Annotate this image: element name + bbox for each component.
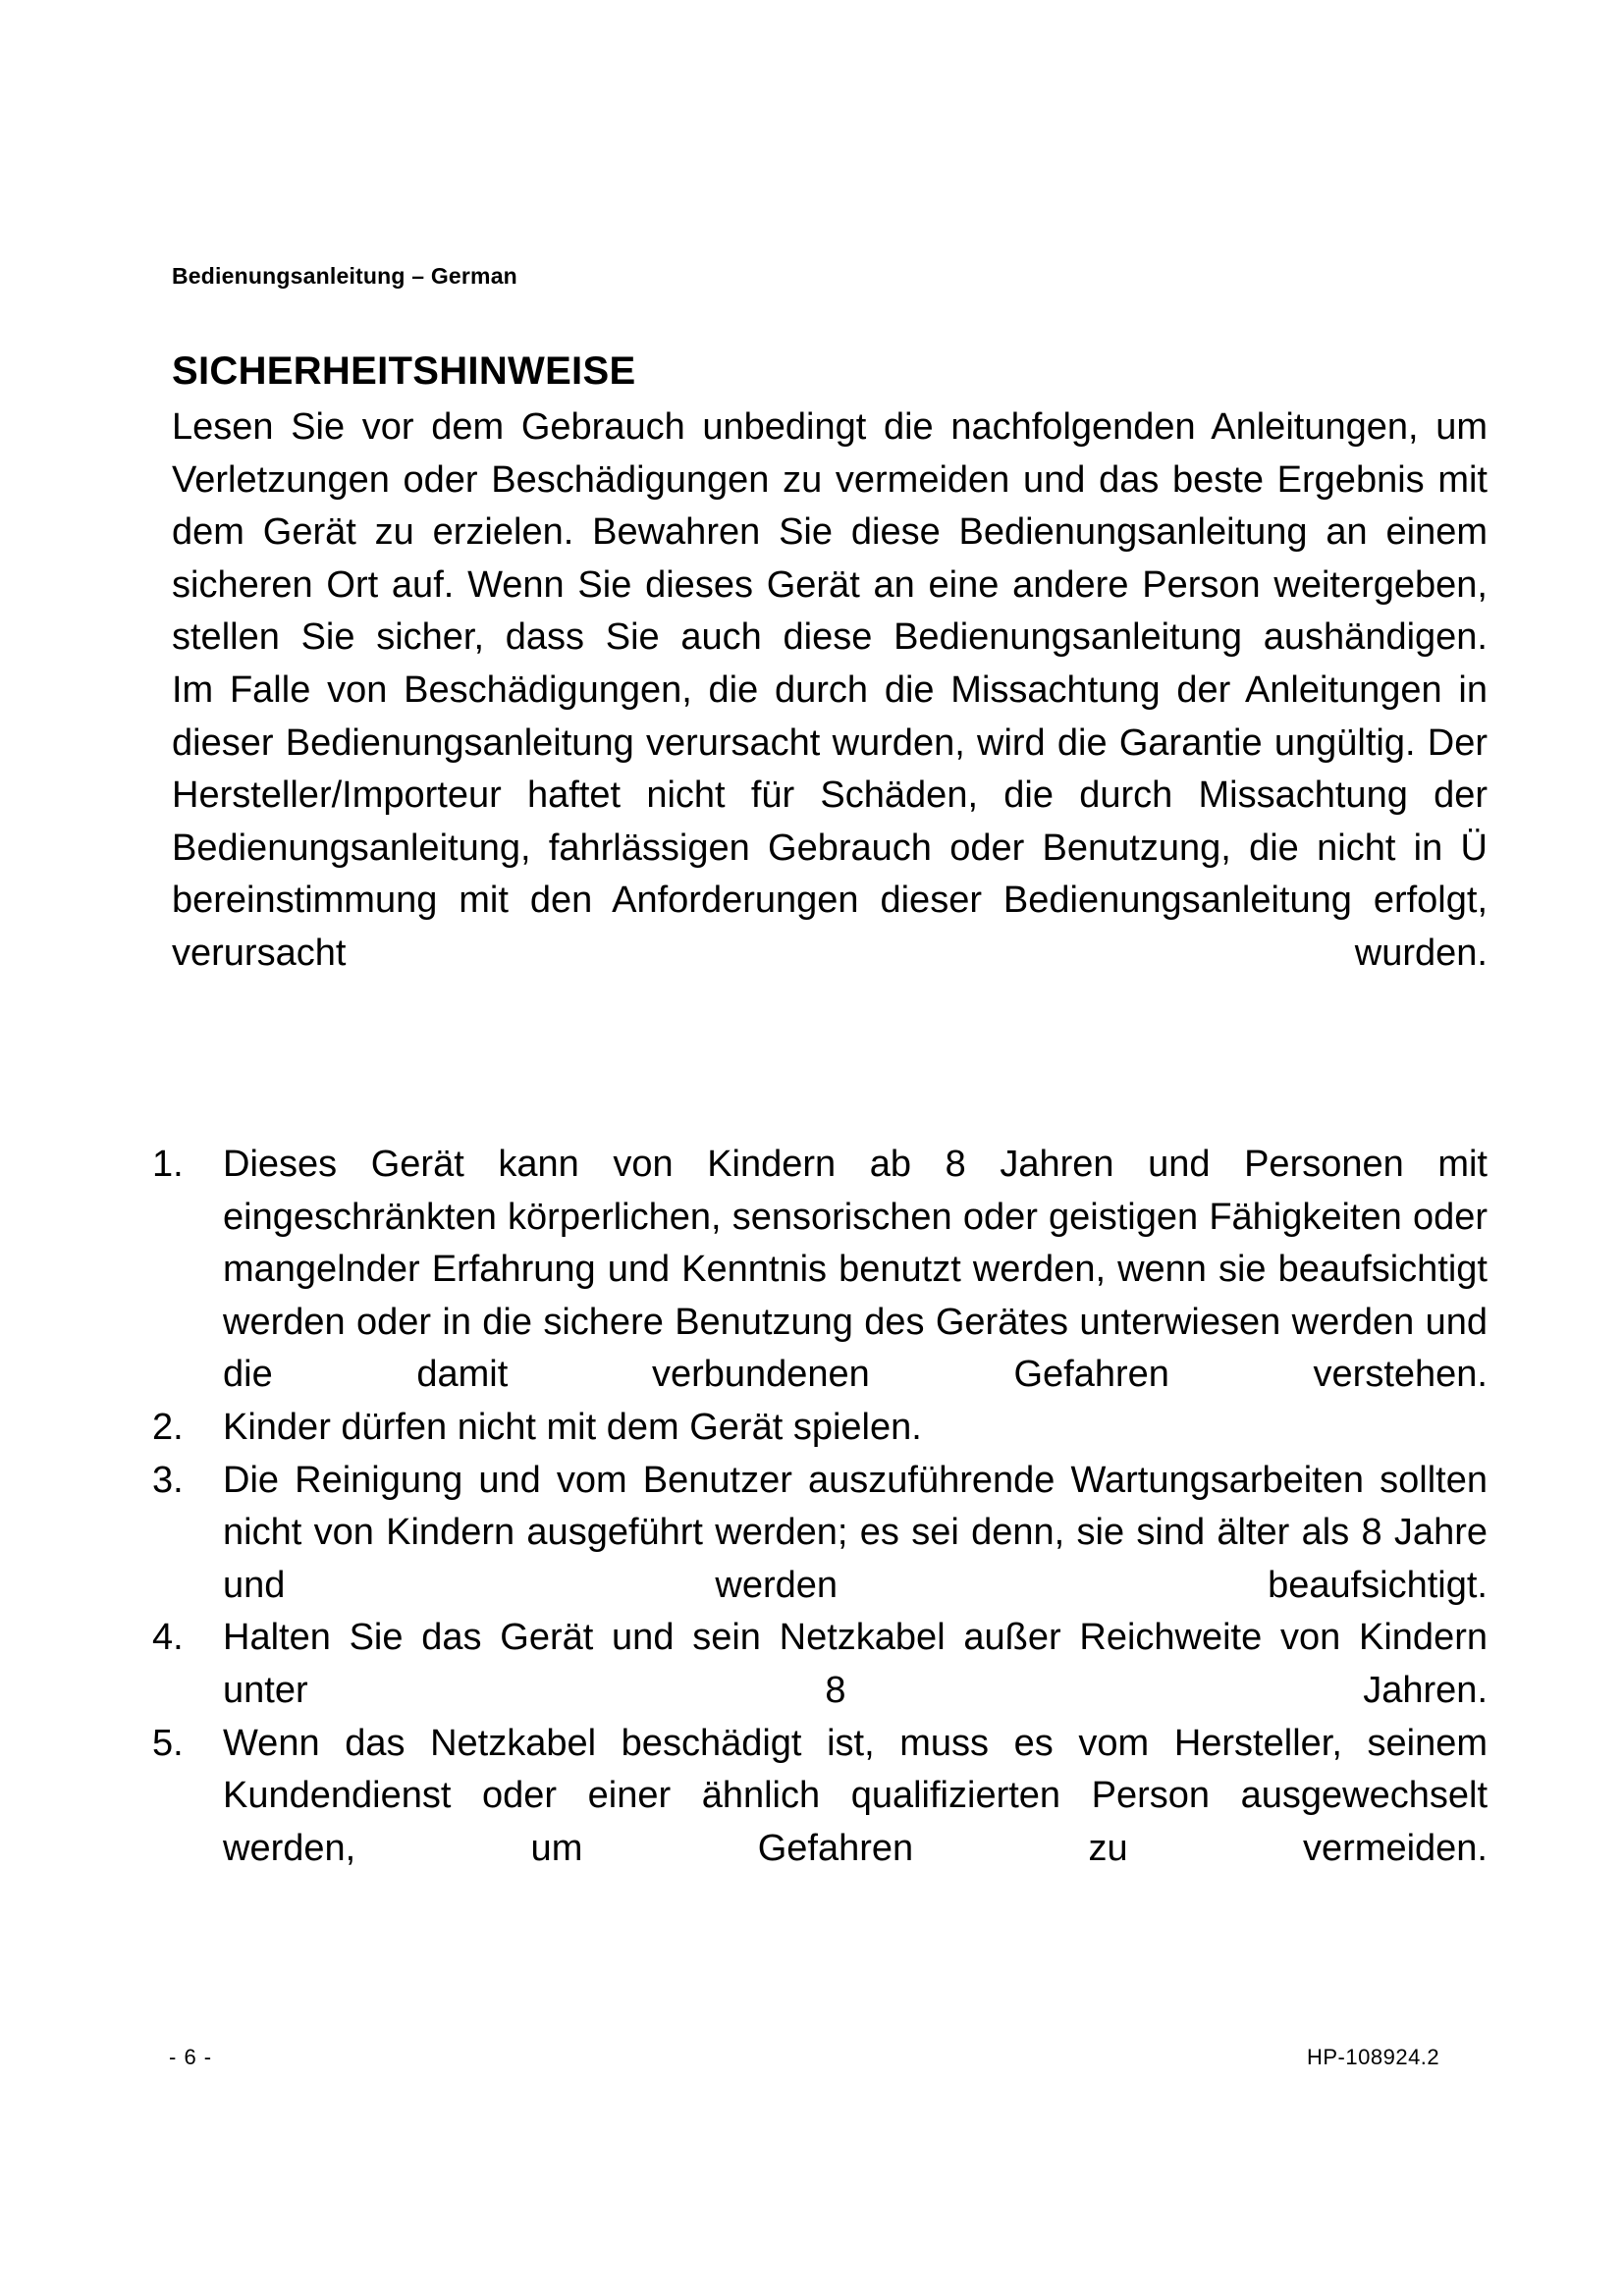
intro-paragraph: Lesen Sie vor dem Gebrauch unbedingt die nachfolgenden Anleitungen, um Verletzungen oder Beschädigungen zu vermeiden und das beste Ergebnis mit dem Gerät zu erzielen. Bewahren Sie diese Bedienungsanleitung an einem sicheren Ort auf. Wenn Sie dieses Gerät an eine andere Person weitergeben, stellen Sie sicher, dass Sie auch diese Bedienungsanleitung aushändigen. xyxy=(172,406,1488,659)
list-item-number: 2. xyxy=(152,1406,184,1448)
list-item xyxy=(152,1402,1488,1455)
list-item-number: 4. xyxy=(152,1617,184,1659)
list-item-text: Wenn das Netzkabel beschädigt ist, muss es vom Hersteller, seinem Kundendienst oder einer ähnlich qualifizierten Person ausgewechselt werden, um Gefahren zu vermeiden. xyxy=(223,1722,1488,1869)
list-item-text: Halten Sie das Gerät und sein Netzkabel außer Reichweite von Kindern unter 8 Jahren. xyxy=(223,1617,1488,1711)
list-item-number: 5. xyxy=(152,1722,184,1764)
document-language-label: Bedienungsanleitung – German xyxy=(172,263,517,289)
list-item-text: Kinder dürfen nicht mit dem Gerät spielen. xyxy=(223,1406,922,1448)
safety-instructions-list xyxy=(152,1139,1488,1875)
list-item-number: 1. xyxy=(152,1144,184,1185)
warranty-paragraph: Im Falle von Beschädigungen, die durch die Missachtung der Anleitungen in dieser Bedienungsanleitung verursacht wurden, wird die Garantie ungültig. Der Hersteller/Importeur haftet nicht für Schäden, die durch Missachtung der Bedienungsanleitung, fahrlässigen Gebrauch oder Benutzung, die nicht in Ü bereinstimmung mit den Anforderungen dieser Bedienungsanleitung erfolgt, verursacht wurden. xyxy=(172,668,1488,974)
list-item xyxy=(152,1612,1488,1717)
section-title: SICHERHEITSHINWEISE xyxy=(172,349,636,393)
list-item-number: 3. xyxy=(152,1459,184,1501)
list-item xyxy=(152,1718,1488,1876)
intro-text xyxy=(172,401,1488,981)
list-item-text: Dieses Gerät kann von Kindern ab 8 Jahren und Personen mit eingeschränkten körperlichen, sensorischen oder geistigen Fähigkeiten oder mangelnder Erfahrung und Kenntnis benutzt werden, wenn sie beaufsichtigt werden oder in die sichere Benutzung des Gerätes unterwiesen werden und die damit verbundenen Gefahren verstehen. xyxy=(223,1144,1488,1396)
page-number: - 6 - xyxy=(169,2045,213,2069)
list-item xyxy=(152,1139,1488,1402)
document-code: HP-108924.2 xyxy=(1307,2045,1440,2069)
list-item xyxy=(152,1455,1488,1613)
list-item-text: Die Reinigung und vom Benutzer auszuführende Wartungsarbeiten sollten nicht von Kindern ausgeführt werden; es sei denn, sie sind älter als 8 Jahre und werden beaufsichtigt. xyxy=(223,1459,1488,1606)
